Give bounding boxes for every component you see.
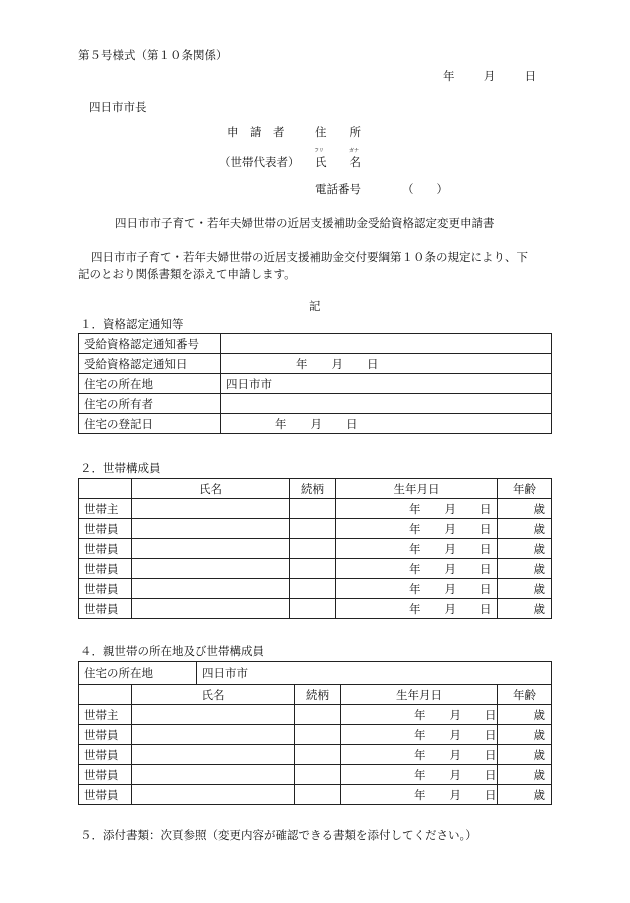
relationship-field[interactable] [295, 765, 341, 785]
age-field[interactable]: 歳 [498, 599, 552, 619]
age-field[interactable]: 歳 [498, 785, 552, 805]
birthdate-field[interactable]: 年 月 日 [336, 499, 498, 519]
address-label: 住 所 [315, 125, 361, 139]
table-header-row: 氏名 続柄 生年月日 年齢 [79, 479, 552, 499]
birthdate-field[interactable]: 年 月 日 [341, 725, 498, 745]
table-row [79, 599, 552, 619]
role-cell: 世帯員 [79, 745, 132, 765]
role-cell: 世帯主 [79, 499, 132, 519]
age-field[interactable]: 歳 [498, 519, 552, 539]
relationship-field[interactable] [295, 745, 341, 765]
table-row [79, 559, 552, 579]
member-name-field[interactable] [132, 599, 290, 619]
section4-heading: ４．親世帯の所在地及び世帯構成員 [80, 644, 264, 658]
member-name-field[interactable] [132, 705, 295, 725]
birthdate-field[interactable]: 年 月 日 [341, 765, 498, 785]
notice-date-field[interactable]: 年 月 日 [221, 354, 552, 374]
member-name-field[interactable] [132, 765, 295, 785]
name-label: 氏 名 [315, 155, 361, 169]
furigana-2: ガナ [349, 148, 360, 154]
birthdate-field[interactable]: 年 月 日 [336, 559, 498, 579]
birthdate-field[interactable]: 年 月 日 [341, 785, 498, 805]
role-cell: 世帯員 [79, 539, 132, 559]
row-label: 受給資格認定通知番号 [79, 334, 221, 354]
role-cell: 世帯員 [79, 725, 132, 745]
certification-table [78, 333, 552, 434]
birthdate-field[interactable]: 年 月 日 [341, 745, 498, 765]
age-field[interactable]: 歳 [498, 705, 552, 725]
table-row [79, 765, 552, 785]
member-name-field[interactable] [132, 519, 290, 539]
row-label: 受給資格認定通知日 [79, 354, 221, 374]
table-row [79, 394, 552, 414]
role-cell: 世帯員 [79, 599, 132, 619]
row-label: 住宅の所在地 [79, 374, 221, 394]
age-field[interactable]: 歳 [498, 745, 552, 765]
table-row [79, 374, 552, 394]
member-name-field[interactable] [132, 725, 295, 745]
phone-label: 電話番号 [315, 182, 361, 196]
age-field[interactable]: 歳 [498, 539, 552, 559]
relationship-field[interactable] [295, 705, 341, 725]
age-field[interactable]: 歳 [498, 725, 552, 745]
row-label: 住宅の所有者 [79, 394, 221, 414]
furigana-1: フリ [314, 148, 324, 154]
role-cell: 世帯員 [79, 579, 132, 599]
table-row [79, 334, 552, 354]
role-cell: 世帯主 [79, 705, 132, 725]
table-row [79, 414, 552, 434]
addressee: 四日市市長 [89, 100, 147, 114]
intro-line-2: 記のとおり関係書類を添えて申請します。 [78, 267, 296, 281]
member-name-field[interactable] [132, 539, 290, 559]
table-row [79, 725, 552, 745]
member-name-field[interactable] [132, 499, 290, 519]
role-cell: 世帯員 [79, 785, 132, 805]
row-label: 住宅の登記日 [79, 414, 221, 434]
document-title: 四日市市子育て・若年夫婦世帯の近居支援補助金受給資格認定変更申請書 [115, 216, 495, 230]
ki-label: 記 [309, 299, 321, 313]
table-row [79, 705, 552, 725]
birthdate-field[interactable]: 年 月 日 [336, 519, 498, 539]
location-label: 住宅の所在地 [79, 662, 197, 685]
member-name-field[interactable] [132, 745, 295, 765]
table-row [79, 499, 552, 519]
relationship-field[interactable] [290, 599, 336, 619]
age-field[interactable]: 歳 [498, 499, 552, 519]
notice-number-field[interactable] [221, 334, 552, 354]
age-field[interactable]: 歳 [498, 765, 552, 785]
relationship-field[interactable] [290, 499, 336, 519]
section5-text: ５．添付書類：次頁参照（変更内容が確認できる書類を添付してください。） [80, 828, 477, 842]
table-row [79, 539, 552, 559]
section1-heading: １．資格認定通知等 [80, 317, 184, 331]
phone-parens: （ ） [402, 182, 448, 196]
table-header-row: 氏名 続柄 生年月日 年齢 [79, 685, 552, 705]
section2-heading: ２．世帯構成員 [80, 461, 161, 475]
member-name-field[interactable] [132, 579, 290, 599]
age-field[interactable]: 歳 [498, 559, 552, 579]
table-row [79, 354, 552, 374]
table-row [79, 745, 552, 765]
member-name-field[interactable] [132, 559, 290, 579]
form-number: 第５号様式（第１０条関係） [78, 48, 228, 62]
table-row [79, 662, 552, 685]
relationship-field[interactable] [295, 725, 341, 745]
relationship-field[interactable] [290, 559, 336, 579]
housing-location-field[interactable]: 四日市市 [221, 374, 552, 394]
relationship-field[interactable] [290, 519, 336, 539]
birthdate-field[interactable]: 年 月 日 [336, 579, 498, 599]
date-month: 月 [483, 69, 496, 83]
relationship-field[interactable] [295, 785, 341, 805]
application-date [443, 68, 536, 84]
age-field[interactable]: 歳 [498, 579, 552, 599]
date-day: 日 [524, 69, 537, 83]
parent-household-table [78, 661, 552, 805]
birthdate-field[interactable]: 年 月 日 [336, 539, 498, 559]
intro-line-1: 四日市市子育て・若年夫婦世帯の近居支援補助金交付要綱第１０条の規定により、下 [91, 250, 528, 264]
relationship-field[interactable] [290, 579, 336, 599]
table-row [79, 785, 552, 805]
table-row [79, 579, 552, 599]
member-name-field[interactable] [132, 785, 295, 805]
birthdate-field[interactable]: 年 月 日 [341, 705, 498, 725]
birthdate-field[interactable]: 年 月 日 [336, 599, 498, 619]
date-year: 年 [443, 69, 455, 83]
role-cell: 世帯員 [79, 559, 132, 579]
registration-date-field[interactable]: 年 月 日 [221, 414, 552, 434]
housing-owner-field[interactable] [221, 394, 552, 414]
table-row [79, 519, 552, 539]
relationship-field[interactable] [290, 539, 336, 559]
role-cell: 世帯員 [79, 519, 132, 539]
household-rep-label: （世帯代表者） [219, 155, 300, 169]
household-members-table [78, 478, 552, 619]
applicant-label: 申 請 者 [227, 125, 285, 139]
parent-location-field[interactable]: 四日市市 [197, 662, 552, 685]
role-cell: 世帯員 [79, 765, 132, 785]
